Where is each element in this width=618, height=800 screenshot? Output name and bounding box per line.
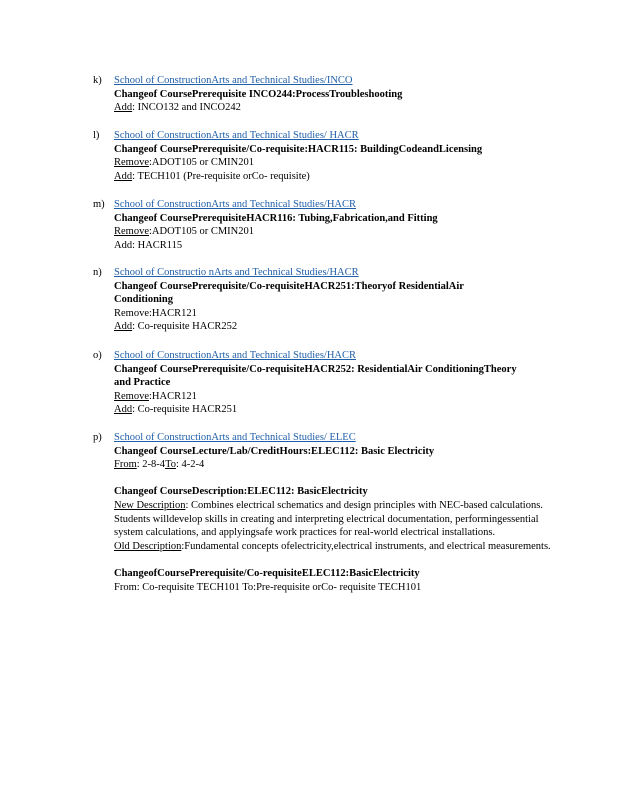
add-text: : Co-requisite HACR251 <box>132 404 238 416</box>
old-description-text: :Fundamental concepts ofelectricity,electrical instruments, and electrical measurements. <box>181 540 551 552</box>
item-marker: o) <box>93 350 102 361</box>
item-marker: l) <box>93 130 100 141</box>
remove-text: :HACR121 <box>149 390 197 402</box>
change-heading: Changeof CoursePrerequisiteHACR116: Tubing,Fabrication,and Fitting <box>114 212 438 224</box>
add-line: Add: HACR115 <box>114 239 183 251</box>
add-line <box>114 170 563 184</box>
new-description-text: : Combines electrical schematics and design principles with NEC-based calculations. Students willdevelop skills in creating and interpreting electrical documentation, performingessential system calculations, and applyingsafe work practices for real-world electrical installations. <box>114 499 543 539</box>
remove-line <box>114 225 563 239</box>
new-description-label: New Description <box>114 499 186 511</box>
prerequisite-text: From: Co-requisite TECH101 To:Pre-requisite orCo- requisite TECH101 <box>114 581 422 593</box>
list-item-p <box>93 431 563 594</box>
spacer <box>114 553 563 567</box>
change-heading: Changeof CoursePrerequisite/Co-requisite:HACR115: BuildingCodeandLicensing <box>114 143 483 155</box>
list-item-l <box>93 129 563 183</box>
from-text: : 2-8-4 <box>136 459 166 471</box>
item-marker: m) <box>93 199 105 210</box>
school-link[interactable]: School of ConstructionArts and Technical Studies/ ELEC <box>114 432 356 443</box>
remove-line <box>114 390 563 404</box>
change-heading-line-2: and Practice <box>114 377 171 389</box>
school-link[interactable]: School of ConstructionArts and Technical Studies/HACR <box>114 350 357 361</box>
change-heading-line-1: Changeof CoursePrerequisite/Co-requisiteHACR252: ResidentialAir ConditioningTheory <box>114 363 517 375</box>
change-heading-line-2: Conditioning <box>114 294 173 306</box>
change-heading-line-1: Changeof CoursePrerequisite/Co-requisiteHACR251:Theoryof ResidentialAir <box>114 280 464 292</box>
add-text: : TECH101 (Pre-requisite orCo- requisite) <box>132 170 310 182</box>
remove-text: :ADOT105 or CMIN201 <box>149 226 254 238</box>
add-line <box>114 101 563 115</box>
list-item-k <box>93 74 563 115</box>
school-link[interactable]: School of ConstructionArts and Technical Studies/INCO <box>114 75 353 86</box>
add-label: Add <box>114 404 133 416</box>
new-description <box>114 499 563 540</box>
change-heading: Changeof CourseLecture/Lab/CreditHours:ELEC112: Basic Electricity <box>114 445 435 457</box>
old-description-label: Old Description <box>114 540 182 552</box>
school-link[interactable]: School of ConstructionArts and Technical Studies/HACR <box>114 199 357 210</box>
remove-text: :ADOT105 or CMIN201 <box>149 157 254 169</box>
item-marker: k) <box>93 75 102 86</box>
description-heading: Changeof CourseDescription:ELEC112: BasicElectricity <box>114 486 368 498</box>
remove-label: Remove <box>114 390 149 402</box>
list-item-m <box>93 198 563 252</box>
add-label: Add <box>114 102 133 114</box>
add-text: : INCO132 and INCO242 <box>132 102 241 114</box>
remove-label: Remove <box>114 226 149 238</box>
add-label: Add <box>114 321 133 333</box>
spacer <box>114 472 563 486</box>
to-label: To <box>165 459 176 471</box>
from-label: From <box>114 459 137 471</box>
add-line <box>114 320 563 334</box>
remove-label: Remove <box>114 157 149 169</box>
to-text: : 4-2-4 <box>176 459 205 471</box>
add-label: Add <box>114 170 133 182</box>
item-marker: p) <box>93 432 102 443</box>
list-item-n <box>93 266 563 334</box>
school-link[interactable]: School of Constructio nArts and Technical Studies/HACR <box>114 267 359 278</box>
from-to-line <box>114 458 563 472</box>
school-link[interactable]: School of ConstructionArts and Technical Studies/ HACR <box>114 130 359 141</box>
remove-line: Remove:HACR121 <box>114 307 197 319</box>
list-item-o <box>93 349 563 417</box>
prerequisite-heading: ChangeofCoursePrerequisite/Co-requisiteELEC112:BasicElectricity <box>114 567 420 579</box>
old-description <box>114 540 563 554</box>
item-marker: n) <box>93 267 102 278</box>
add-text: : Co-requisite HACR252 <box>132 321 238 333</box>
remove-line <box>114 156 563 170</box>
change-heading: Changeof CoursePrerequisite INCO244:ProcessTroubleshooting <box>114 88 403 100</box>
add-line <box>114 403 563 417</box>
